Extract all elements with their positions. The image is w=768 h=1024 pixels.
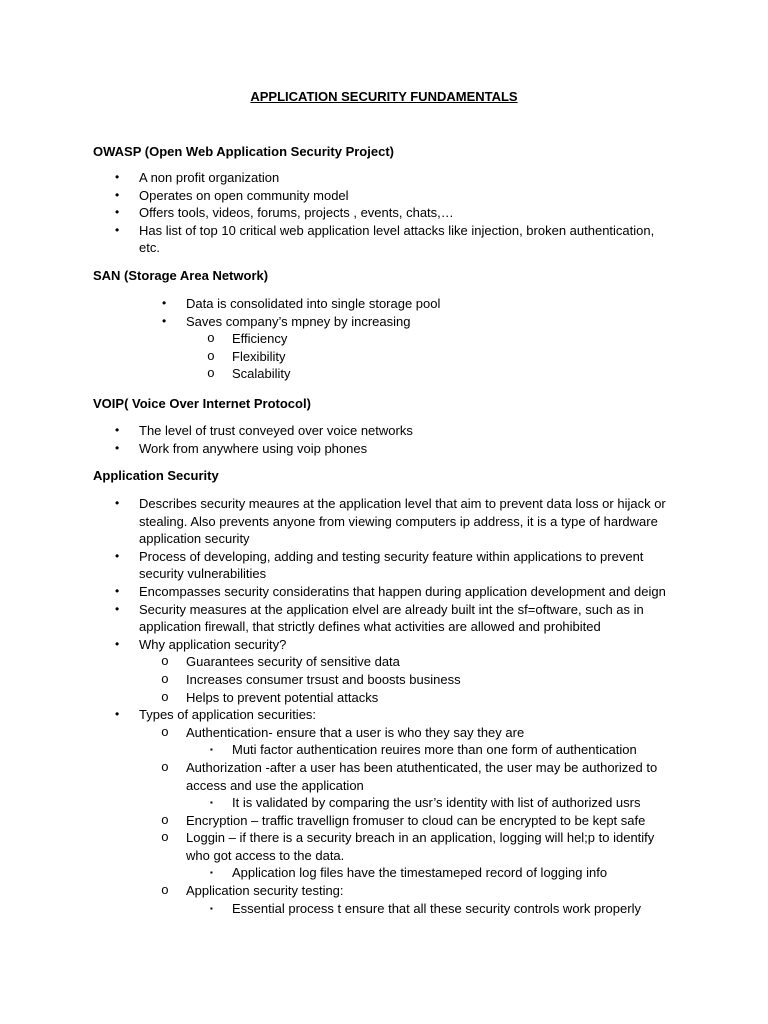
circle-marker: o <box>161 812 169 828</box>
list-item: ▪ It is validated by comparing the usr’s identity with list of authorized usrs <box>210 795 641 811</box>
list-item: o Loggin – if there is a security breach in an application, logging will hel;p to identify who got access to the data. <box>161 830 655 863</box>
bullet-marker: • <box>115 601 120 616</box>
list-item: o Application security testing: <box>161 883 344 899</box>
bullet-marker: • <box>115 583 120 598</box>
circle-marker: o <box>161 671 169 687</box>
bullet-marker: • <box>115 170 120 184</box>
voip-list <box>0 422 671 457</box>
list-item: • Offers tools, videos, forums, projects , events, chats,… <box>115 205 454 221</box>
list-item: ▪ Essential process t ensure that all these security controls work properly <box>210 900 641 916</box>
bullet-marker: • <box>115 222 120 237</box>
list-item: • The level of trust conveyed over voice networks <box>115 423 413 438</box>
bullet-marker: • <box>115 548 120 563</box>
heading-application-security: Application Security <box>93 468 219 483</box>
bullet-marker: • <box>115 707 120 722</box>
list-item: • Why application security? <box>115 636 287 652</box>
list-item: • Has list of top 10 critical web application level attacks like injection, broken authentication, etc. <box>115 222 655 256</box>
san-list <box>0 295 666 383</box>
circle-marker: o <box>207 348 215 364</box>
list-item: o Increases consumer trsust and boosts business <box>161 671 461 687</box>
bullet-marker: • <box>162 296 167 310</box>
list-item: o Guarantees security of sensitive data <box>161 654 400 670</box>
circle-marker: o <box>207 331 215 347</box>
list-item: o Flexibility <box>207 348 286 364</box>
document-title: APPLICATION SECURITY FUNDAMENTALS <box>250 89 518 104</box>
circle-marker: o <box>161 830 169 846</box>
list-item: o Authentication- ensure that a user is who they say they are <box>161 724 525 740</box>
list-item: o Helps to prevent potential attacks <box>161 689 379 705</box>
square-marker: ▪ <box>210 798 213 808</box>
bullet-marker: • <box>115 423 120 437</box>
appsec-list <box>0 495 671 917</box>
bullet-marker: • <box>115 636 120 651</box>
list-item: • Operates on open community model <box>115 187 349 203</box>
list-item: • Types of application securities: <box>115 707 317 723</box>
heading-voip: VOIP( Voice Over Internet Protocol) <box>93 396 311 411</box>
bullet-marker: • <box>115 187 120 202</box>
list-item: • Encompasses security consideratins that happen during application development and deign <box>115 583 666 599</box>
list-item: ▪ Application log files have the timestameped record of logging info <box>210 865 608 881</box>
list-item: o Scalability <box>207 366 291 382</box>
circle-marker: o <box>161 689 169 705</box>
list-item: o Encryption – traffic travellign fromuser to cloud can be encrypted to be kept safe <box>161 812 646 828</box>
bullet-marker: • <box>162 313 167 328</box>
circle-marker: o <box>161 759 169 775</box>
heading-owasp: OWASP (Open Web Application Security Project) <box>93 144 394 159</box>
circle-marker: o <box>207 366 215 382</box>
bullet-marker: • <box>115 440 120 455</box>
list-item: • Process of developing, adding and testing security feature within applications to prevent security vulnerabilities <box>115 548 644 582</box>
list-item: • Saves company’s mpney by increasing <box>162 313 411 329</box>
list-item: • Work from anywhere using voip phones <box>115 440 368 456</box>
square-marker: ▪ <box>210 745 213 755</box>
heading-san: SAN (Storage Area Network) <box>93 268 269 283</box>
circle-marker: o <box>161 883 169 899</box>
list-item: • Security measures at the application elvel are already built int the sf=oftware, such as in application firewall, that strictly defines what activities are allowed and prohibited <box>115 601 644 635</box>
bullet-marker: • <box>115 496 120 510</box>
list-item: ▪ Muti factor authentication reuires more than one form of authentication <box>210 742 637 758</box>
square-marker: ▪ <box>210 868 213 878</box>
bullet-marker: • <box>115 205 120 220</box>
owasp-list <box>0 169 671 257</box>
list-item: • Data is consolidated into single storage pool <box>162 296 441 311</box>
list-item: o Authorization -after a user has been atuthenticated, the user may be authorized to access and use the application <box>161 759 658 793</box>
list-item: o Efficiency <box>207 331 288 347</box>
square-marker: ▪ <box>210 903 213 913</box>
list-item: • Describes security meaures at the application level that aim to prevent data loss or hijack or stealing. Also prevents anyone from viewing computers ip address, it is a type of hardware application security <box>115 496 666 547</box>
circle-marker: o <box>161 724 169 740</box>
circle-marker: o <box>161 654 169 670</box>
list-item: • A non profit organization <box>115 170 280 185</box>
